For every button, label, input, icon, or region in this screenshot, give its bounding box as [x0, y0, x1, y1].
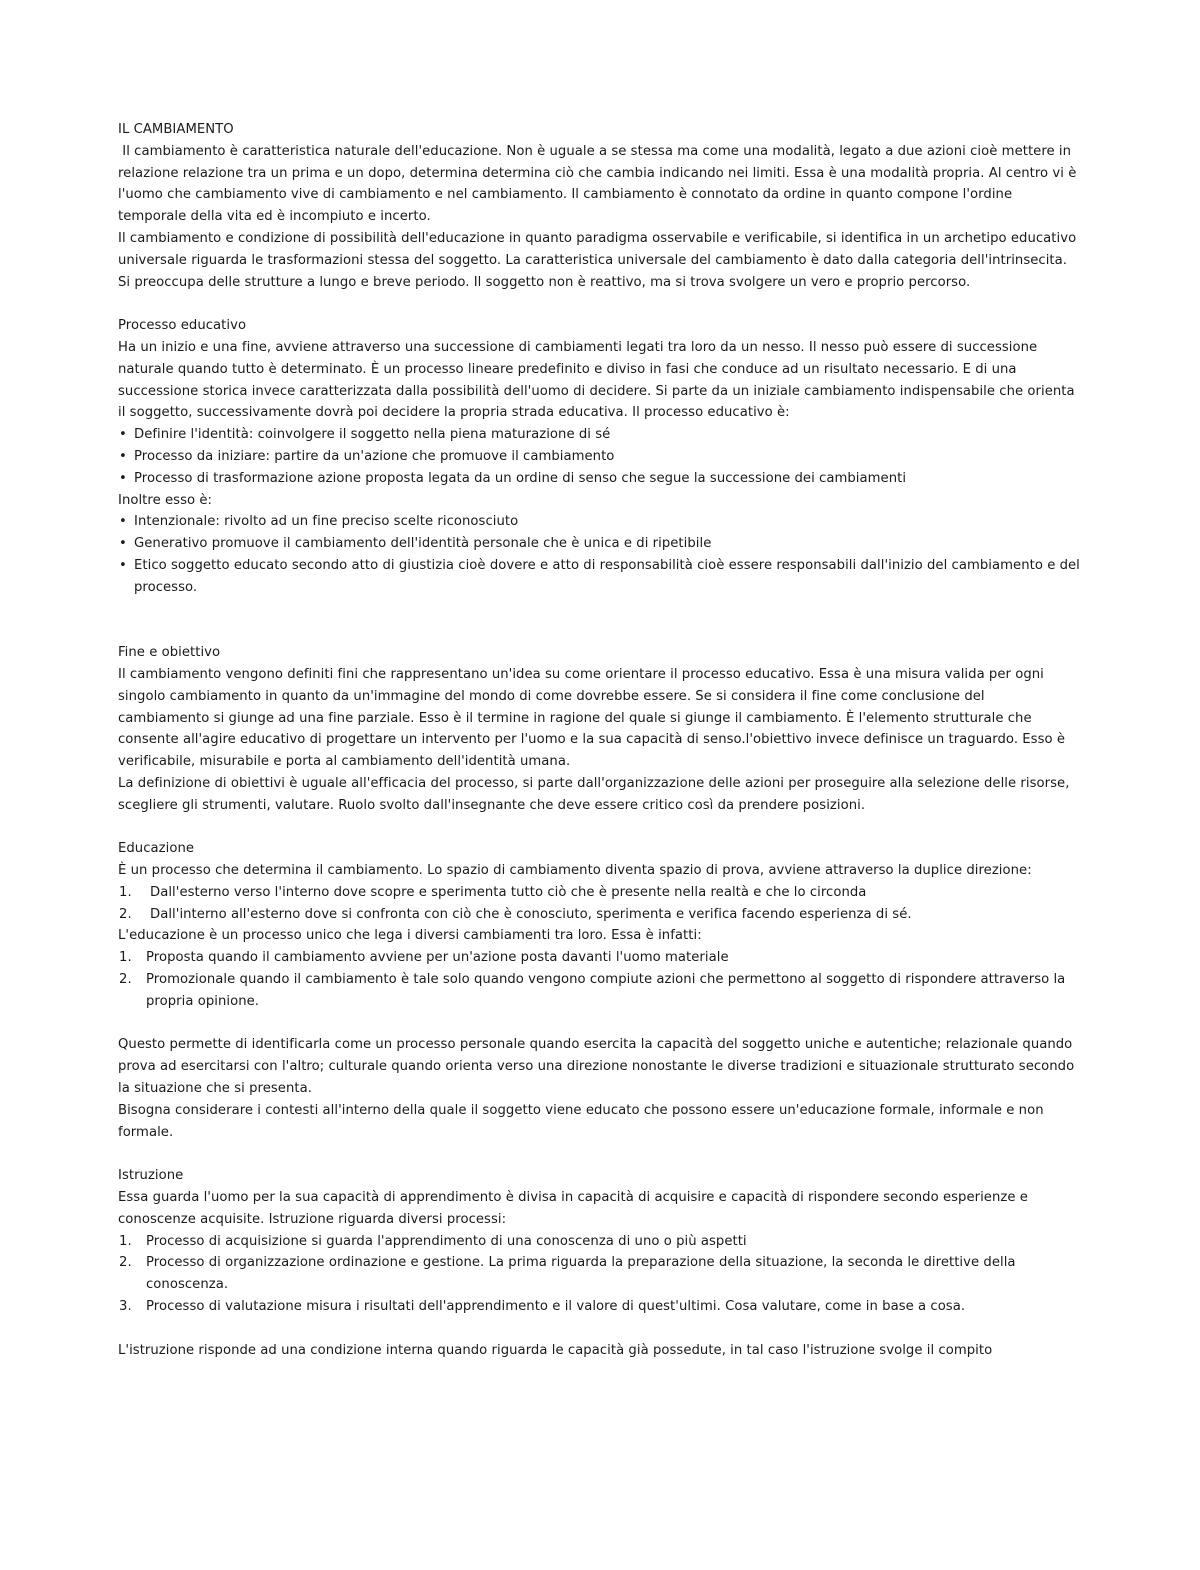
section-heading: Processo educativo [118, 318, 247, 334]
list-number: 2. [119, 972, 132, 988]
paragraph: Ha un inizio e una fine, avviene attraverso una successione di cambiamenti legati tra loro da un nesso. Il nesso può essere di successione naturale quando tutto è determinato. È un processo lineare predefinito e diviso in fasi che conduce ad un risultato necessario. E di una successione storica invece caratterizzata dalla possibilità dell'uomo di decidere. Si parte da un iniziale cambiamento indispensabile che orienta il soggetto, successivamente dovrà poi decidere la propria strada educativa. Il processo educativo è: [118, 339, 1075, 421]
paragraph: Il cambiamento è caratteristica naturale dell'educazione. Non è uguale a se stessa ma come una modalità, legato a due azioni cioè mettere in relazione relazione tra un prima e un dopo, determina determina ciò che cambia indicando nei limiti. Essa è una modalità propria. Al centro vi è l'uomo che cambiamento vive di cambiamento e nel cambiamento. Il cambiamento è connotato da ordine in quanto compone l'ordine temporale della vita ed è incompiuto e incerto. [118, 143, 1081, 225]
bullet-list [118, 511, 1080, 598]
document-page [118, 119, 1080, 1361]
numbered-list [118, 1231, 1080, 1318]
list-item [118, 1252, 1080, 1296]
paragraph: È un processo che determina il cambiamento. Lo spazio di cambiamento diventa spazio di prova, avviene attraverso la duplice direzione: [118, 863, 1032, 879]
list-item: • Etico soggetto educato secondo atto di giustizia cioè dovere e atto di responsabilità cioè essere responsabili dall'inizio del cambiamento e del processo. [118, 555, 1080, 599]
list-item: • Intenzionale: rivolto ad un fine preciso scelte riconosciuto [118, 511, 1080, 533]
paragraph: Il cambiamento e condizione di possibilità dell'educazione in quanto paradigma osservabile e verificabile, si identifica in un archetipo educativo universale riguarda le trasformazioni stessa del soggetto. La caratteristica universale del cambiamento è dato dalla categoria dell'intrinsecita. Si preoccupa delle strutture a lungo e breve periodo. Il soggetto non è reattivo, ma si trova svolgere un vero e proprio percorso. [118, 230, 1077, 290]
list-number: 1. [119, 1233, 132, 1249]
section-cambiamento [118, 119, 1080, 293]
bullet-list [118, 424, 1080, 489]
list-item-text: Proposta quando il cambiamento avviene per un'azione posta davanti l'uomo materiale [146, 950, 729, 966]
paragraph: L'educazione è un processo unico che lega i diversi cambiamenti tra loro. Essa è infatti: [118, 928, 702, 944]
list-item [118, 904, 1080, 926]
list-item: • Processo da iniziare: partire da un'azione che promuove il cambiamento [118, 446, 1080, 468]
list-number: 1. [119, 950, 132, 966]
list-item: • Processo di trasformazione azione proposta legata da un ordine di senso che segue la successione dei cambiamenti [118, 468, 1080, 490]
section-heading: Educazione [118, 841, 195, 857]
paragraph: Il cambiamento vengono definiti fini che rappresentano un'idea su come orientare il processo educativo. Essa è una misura valida per ogni singolo cambiamento in quanto da un'immagine del mondo di come dovrebbe essere. Se si considera il fine come conclusione del cambiamento si giunge ad una fine parziale. Esso è il termine in ragione del quale si giunge il cambiamento. È l'elemento strutturale che consente all'agire educativo di progettare un intervento per l'uomo e la sua capacità di senso.l'obiettivo invece definisce un traguardo. Esso è verificabile, misurabile e porta al cambiamento dell'identità umana. [118, 666, 1066, 770]
spacer [118, 1318, 1080, 1340]
section-processo-educativo [118, 315, 1080, 598]
list-item [118, 1296, 1080, 1318]
list-number: 2. [119, 1255, 132, 1271]
section-heading: Fine e obiettivo [118, 645, 221, 661]
list-number: 2. [119, 906, 132, 922]
list-item-text: Processo di organizzazione ordinazione e gestione. La prima riguarda la preparazione della situazione, la seconda le direttive della conoscenza. [146, 1255, 1016, 1293]
list-item-text: Dall'esterno verso l'interno dove scopre e sperimenta tutto ciò che è presente nella realtà e che lo circonda [150, 884, 867, 900]
paragraph: La definizione di obiettivi è uguale all'efficacia del processo, si parte dall'organizzazione delle azioni per proseguire alla selezione delle risorse, scegliere gli strumenti, valutare. Ruolo svolto dall'insegnante che deve essere critico così da prendere posizioni. [118, 775, 1070, 813]
paragraph: L'istruzione risponde ad una condizione interna quando riguarda le capacità già possedute, in tal caso l'istruzione svolge il compito [118, 1342, 993, 1358]
list-item: • Generativo promuove il cambiamento dell'identità personale che è unica e di ripetibile [118, 533, 1080, 555]
paragraph: Bisogna considerare i contesti all'interno della quale il soggetto viene educato che possono essere un'educazione formale, informale e non formale. [118, 1102, 1044, 1140]
paragraph: Questo permette di identificarla come un processo personale quando esercita la capacità del soggetto uniche e autentiche; relazionale quando prova ad esercitarsi con l'altro; culturale quando orienta verso una direzione nonostante le diverse tradizioni e situazionale strutturato secondo la situazione che si presenta. [118, 1037, 1075, 1097]
list-item [118, 969, 1080, 1013]
section-fine-obiettivo [118, 642, 1080, 816]
list-number: 3. [119, 1299, 132, 1315]
list-number: 1. [119, 884, 132, 900]
list-item-text: Dall'interno all'esterno dove si confronta con ciò che è conosciuto, sperimenta e verifica facendo esperienza di sé. [150, 906, 912, 922]
numbered-list [118, 882, 1080, 926]
list-item-text: Processo di valutazione misura i risultati dell'apprendimento e il valore di quest'ultimi. Cosa valutare, come in base a cosa. [146, 1299, 966, 1315]
list-item-text: Processo di acquisizione si guarda l'apprendimento di una conoscenza di uno o più aspetti [146, 1233, 747, 1249]
paragraph: Inoltre esso è: [118, 492, 213, 508]
section-heading: Istruzione [118, 1168, 184, 1184]
list-item-text: Promozionale quando il cambiamento è tale solo quando vengono compiute azioni che permettono al soggetto di rispondere attraverso la propria opinione. [146, 972, 1066, 1009]
section-educazione [118, 838, 1080, 1143]
spacer [118, 1013, 1080, 1035]
numbered-list [118, 947, 1080, 1012]
section-istruzione [118, 1165, 1080, 1361]
list-item [118, 1231, 1080, 1253]
paragraph: Essa guarda l'uomo per la sua capacità di apprendimento è divisa in capacità di acquisire e capacità di rispondere secondo esperienze e conoscenze acquisite. Istruzione riguarda diversi processi: [118, 1190, 1028, 1227]
section-heading: IL CAMBIAMENTO [118, 122, 234, 137]
list-item [118, 882, 1080, 904]
list-item [118, 947, 1080, 969]
list-item: • Definire l'identità: coinvolgere il soggetto nella piena maturazione di sé [118, 424, 1080, 446]
